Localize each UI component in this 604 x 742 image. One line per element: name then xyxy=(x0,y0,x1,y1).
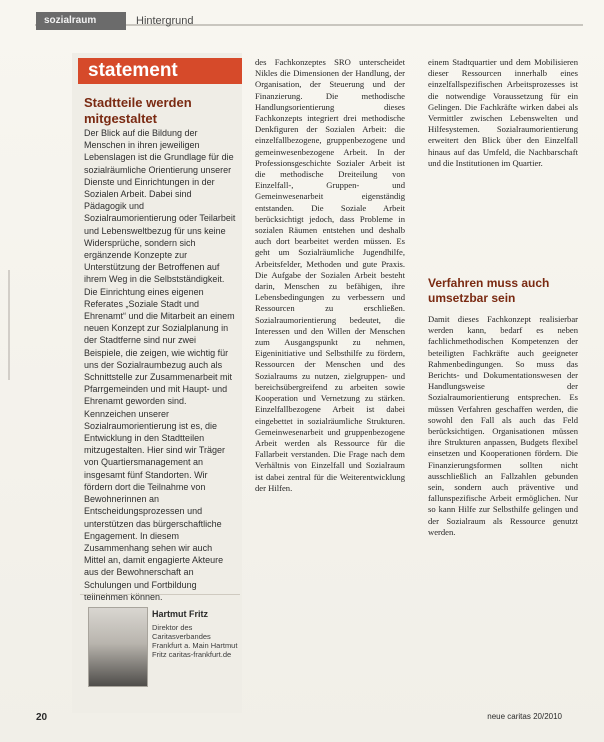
section-subtag: Hintergrund xyxy=(136,15,194,27)
page-number: 20 xyxy=(36,712,48,723)
article-column-2: des Fachkonzeptes SRO unterscheidet Nikles die Dimensionen der Handlung, der Organisation, der Steuerung und der Finanzierung. Die methodische Handlungsorientierung dieses Fachkonzepts integriert drei methodische Denkfiguren der Sozialen Arbeit: die einzelfallbezogene, gruppenbezogene und gemeinwesenbezogene Arbeit. In der Professionsgeschichte Sozialer Arbeit ist die methodische Dreiteilung von Einzelfall-, Gruppen- und Gemeinwesenarbeit eigenständig entstanden. Die Soziale Arbeit berücksichtigt jedoch, dass Probleme in sozialen Räumen entstehen und deshalb auch dort bearbeitet werden müssen. Es geht um Sozialräumliche Jugendhilfe, Arbeitsfelder, Methoden und gute Praxis. Die Aufgabe der Sozialen Arbeit besteht darin, Menschen zu befähigen, ihre Lebensbedingungen zu verbessern und Ressourcen zu erschließen. Sozialraumorientierung bedeutet, die Interessen und den Willen der Menschen zum Ausgangspunkt zu nehmen, Eigeninitiative und Selbsthilfe zu fördern, Ressourcen der Menschen und des Sozialraums zu nutzen, zielgruppen- und bereichsübergreifend zu arbeiten sowie Kooperation und Vernetzung zu stärken. Einzelfallbezogene Arbeit ist dabei eingebettet in sozialräumliche Strukturen. Gemeinwesenarbeit und gruppenbezogene Arbeit werden als Ressource für die Fallarbeit verstanden. Die Frage nach dem Verhältnis von Einzelfall und Sozialraum ist dabei zentral für die Weiterentwicklung der Hilfen. xyxy=(255,57,405,493)
author-name: Hartmut Fritz xyxy=(152,609,208,619)
article-column-3-bottom: Damit dieses Fachkonzept realisierbar werden kann, bedarf es neben fachlichmethodischen Kompetenzen der beteiligten Fachkräfte auch geeigneter Rahmenbedingungen. So muss das Berichts- und Dokumentationswesen der Handlungsweise der Sozialraumorientierung entsprechen. Es müssen Verfahren geschaffen werden, die sowohl den Fall als auch das Feld berücksichtigen. Organisationen müssen ihre Strukturen anpassen, Budgets flexibel einsetzen und Kooperationen fördern. Die Finanzierungsformen sollten nicht ausschließlich an Fallzahlen gebunden sein, sondern auch präventive und fallunspezifische Arbeit ermöglichen. Nur so kann Hilfe zur Selbsthilfe gelingen und der Sozialraum als Ressource genutzt werden. xyxy=(428,314,578,537)
author-photo xyxy=(88,607,148,687)
article-column-3-top: einem Stadtquartier und dem Mobilisieren dieser Ressourcen innerhalb eines einzelfallspezifischen Arbeitsprozesses ist die notwendige Voraussetzung für ein Gelingen. Die Fachkräfte wirken dabei als Vermittler zwischen Lebenswelten und Hilfesystemen. Sozialraumorientierung erweitert den Blick über den Einzelfall hinaus auf das Umfeld, die Nachbarschaft und die Institutionen im Quartier. xyxy=(428,57,578,168)
sidebar-intro: Der Blick auf die Bildung der Menschen in ihren jeweiligen Lebenslagen ist die Grundlage für die sozialräumliche Orientierung unserer Dienste und Einrichtungen in der Sozialen Arbeit. Dabei sind Pädagogik und Sozialraumorientierung oder Teilarbeit und Lebensweltbezug für uns keine Widersprüche, sondern sich ergänzende Konzepte zur Unterstützung der Betroffenen auf ihrem Weg in die Selbstständigkeit. Die Einrichtung eines eigenen Referates „Soziale Stadt und Ehrenamt“ und die Mitarbeit an einem neuen Konzept zur Sozialplanung in der Stadtferne sind nur zwei Beispiele, die zeigen, wie wichtig für uns der Sozialraumbezug auch als Schnittstelle zur Zusammenarbeit mit Pfarrgemeinden und mit Haupt- und Ehrenamt geworden sind. Kennzeichen unserer Sozialraumorientierung ist es, die Entwicklung in den Stadtteilen mitzugestalten. Hier sind wir Träger von Quartiersmanagement an insgesamt fünf Standorten. Wir fördern dort die Teilnahme von Bewohnerinnen an Entscheidungsprozessen und unterstützen das bürgerschaftliche Engagement. In diesem Zusammenhang sehen wir auch Mittel an, damit engagierte Akteure aus der Bewohnerschaft an Schulungen und Fortbildung teilnehmen können. xyxy=(84,128,236,602)
author-info: Direktor des Caritasverbandes Frankfurt a. Main Hartmut Fritz caritas-frankfurt.de xyxy=(152,623,238,659)
magazine-footer: neue caritas 20/2010 xyxy=(487,712,562,721)
author-box xyxy=(80,594,240,695)
statement-label: statement xyxy=(78,58,242,84)
article-subheading: Verfahren muss auch umsetzbar sein xyxy=(428,276,550,305)
sidebar-headline: Stadtteile werden mitgestaltet xyxy=(84,95,192,126)
section-tag: sozialraum xyxy=(36,12,126,30)
side-mark xyxy=(8,270,10,380)
